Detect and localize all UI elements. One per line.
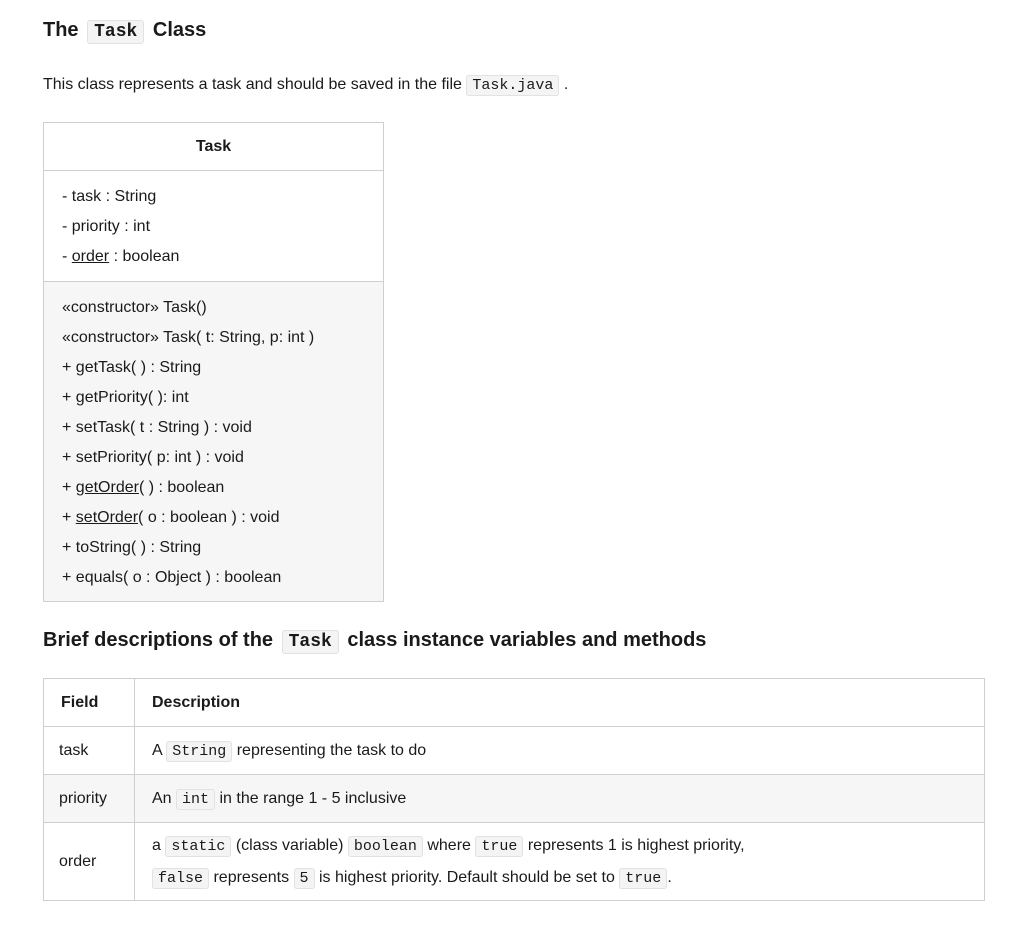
- desc-text: represents 1 is highest priority,: [527, 836, 745, 854]
- intro-paragraph: [43, 76, 568, 94]
- title-prefix: The: [43, 19, 79, 41]
- uml-method: «constructor» Task(): [62, 299, 207, 316]
- desc-text: in the range 1 - 5 inclusive: [219, 789, 407, 807]
- desc-code: false: [152, 868, 209, 889]
- cell-field: priority: [44, 775, 135, 823]
- uml-method-signature: ( ) : boolean: [138, 479, 225, 496]
- uml-method-signature: ( o : boolean ) : void: [138, 509, 280, 526]
- uml-attribute: - priority : int: [62, 218, 151, 235]
- uml-static-method-name: setOrder: [75, 509, 139, 526]
- table-row: [44, 775, 985, 823]
- cell-field: task: [44, 727, 135, 775]
- desc-text: (class variable): [235, 836, 344, 854]
- desc-code: true: [619, 868, 667, 889]
- desc-text: A: [152, 741, 162, 759]
- uml-attribute: [62, 242, 383, 272]
- desc-code: int: [176, 789, 215, 810]
- uml-method: + setTask( t : String ) : void: [62, 419, 252, 436]
- desc-code: String: [166, 741, 232, 762]
- cell-description: [135, 823, 985, 901]
- descriptions-table: [43, 678, 985, 901]
- uml-attribute-prefix: -: [62, 248, 72, 265]
- uml-class-name: Task: [44, 123, 383, 171]
- uml-class-diagram: [43, 122, 384, 602]
- uml-method-prefix: +: [62, 479, 76, 496]
- cell-field: order: [44, 823, 135, 901]
- uml-method: + equals( o : Object ) : boolean: [62, 569, 282, 586]
- uml-methods: [44, 282, 383, 601]
- desc-text: .: [667, 868, 672, 886]
- cell-description: [135, 727, 985, 775]
- table-row: [44, 727, 985, 775]
- desc-text: An: [152, 789, 172, 807]
- title-class-code: Task: [87, 20, 144, 44]
- header-description: Description: [135, 679, 985, 727]
- uml-method: + getTask( ) : String: [62, 359, 202, 376]
- uml-method: + getPriority( ): int: [62, 389, 189, 406]
- uml-static-method-name: getOrder: [75, 479, 139, 496]
- uml-method: [62, 503, 383, 533]
- desc-text: a: [152, 836, 161, 854]
- desc-code: static: [165, 836, 231, 857]
- intro-text: This class represents a task and should be saved in the file: [43, 76, 462, 93]
- desc-heading-suffix: class instance variables and methods: [347, 629, 707, 651]
- desc-text: where: [427, 836, 471, 854]
- title-suffix: Class: [152, 19, 207, 41]
- uml-static-attribute-name: order: [71, 248, 110, 265]
- page-title: [43, 19, 206, 42]
- uml-method: «constructor» Task( t: String, p: int ): [62, 329, 315, 346]
- desc-heading-prefix: Brief descriptions of the: [43, 629, 274, 651]
- desc-code: boolean: [348, 836, 423, 857]
- desc-text: representing the task to do: [236, 741, 427, 759]
- uml-attribute-type: : boolean: [109, 248, 180, 265]
- uml-attribute: - task : String: [62, 188, 157, 205]
- desc-code: 5: [294, 868, 315, 889]
- table-row: [44, 823, 985, 901]
- desc-text: represents: [213, 868, 290, 886]
- uml-attributes: [44, 171, 383, 282]
- desc-heading-class-code: Task: [282, 630, 339, 654]
- header-field: Field: [44, 679, 135, 727]
- descriptions-heading: [43, 629, 706, 652]
- uml-method: + toString( ) : String: [62, 539, 202, 556]
- table-header-row: [44, 679, 985, 727]
- intro-filename-code: Task.java: [466, 75, 559, 96]
- uml-method: [62, 473, 383, 503]
- uml-method-prefix: +: [62, 509, 76, 526]
- desc-code: true: [475, 836, 523, 857]
- uml-method: + setPriority( p: int ) : void: [62, 449, 244, 466]
- desc-text: is highest priority. Default should be set to: [318, 868, 615, 886]
- cell-description: [135, 775, 985, 823]
- intro-period: .: [563, 76, 569, 93]
